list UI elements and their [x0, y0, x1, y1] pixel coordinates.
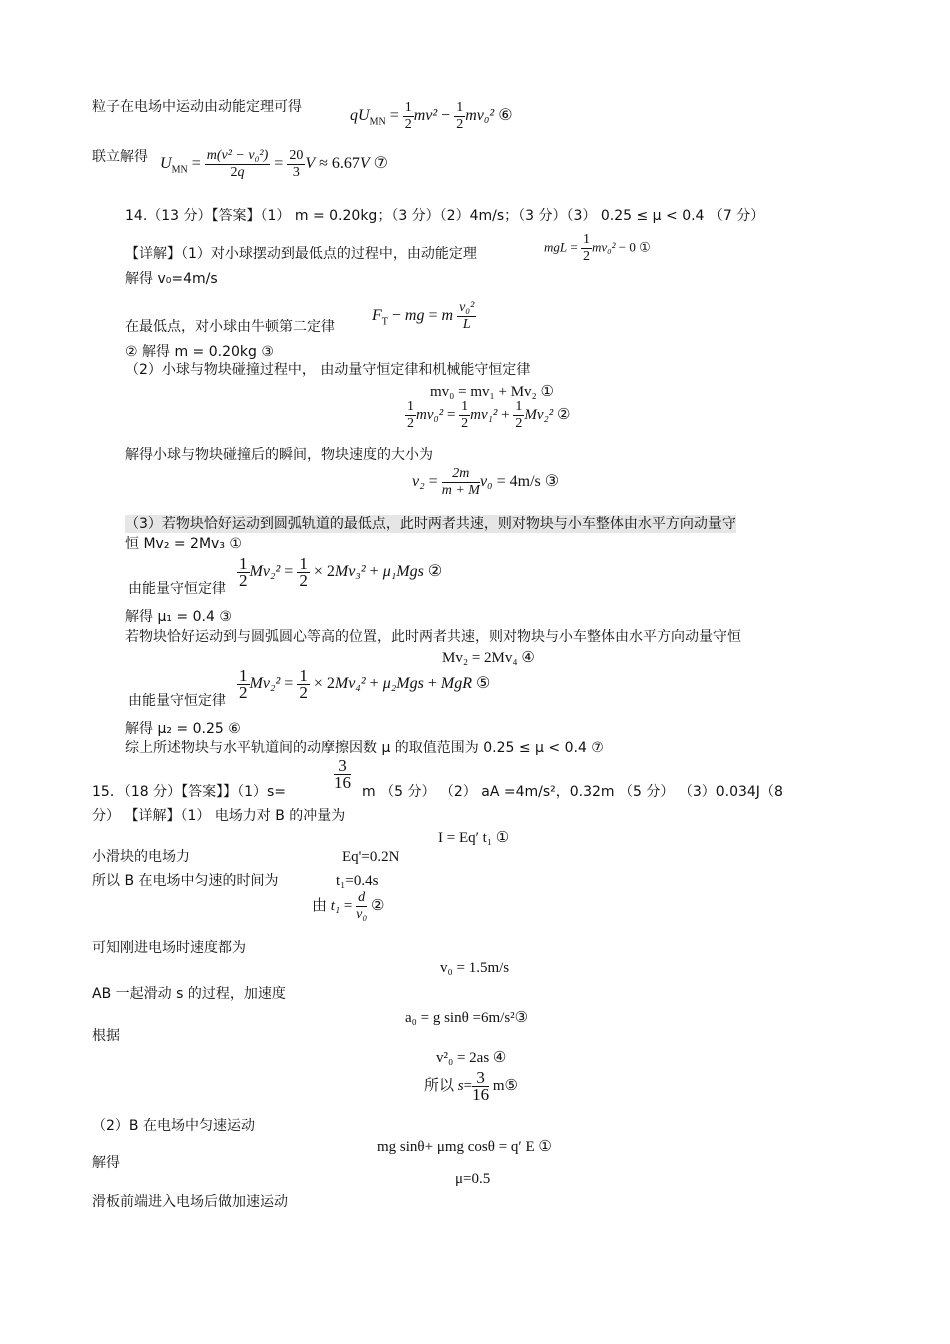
text-line: （3）若物块恰好运动到圆弧轨道的最低点，此时两者共速，则对物块与小车整体由水平方向动量守 — [125, 516, 736, 532]
text-line: 由能量守恒定律 — [128, 693, 226, 709]
text-line: 由能量守恒定律 — [128, 581, 226, 597]
equation: 由 t₁ = $\frac{d}{\text{v₀}}$ ② — [312, 890, 385, 922]
text-line: Eq'=0.2N — [342, 849, 400, 865]
text-line: 解得 — [92, 1155, 120, 1171]
text-line: （2）B 在电场中匀速运动 — [92, 1118, 255, 1134]
text-line: 解得 μ₁ = 0.4 ③ — [125, 609, 232, 625]
equation: mv₀ = mv₁ + Mv₂ ① — [430, 384, 554, 400]
text-line: 粒子在电场中运动由动能定理可得 — [92, 99, 302, 115]
fraction: $\frac{3}{16}$ — [334, 756, 351, 792]
equation: $\frac{1}{2}$ Mv₂² = $\frac{1}{2}$ × 2Mv₃² + μ₁Mgs ② — [239, 554, 443, 590]
equation: $qU_{MN}$ = $\frac{1}{2}$ mv² − $\frac{1}{2}$ mv₀² ⑥ — [350, 100, 513, 132]
equation: $U_{MN}$ = $\frac{\text{m(v² − v₀²)}}{2q}$ = $\frac{20}{3}$ V ≈ 6.67V ⑦ — [160, 148, 389, 180]
text-line: 小滑块的电场力 — [92, 849, 190, 865]
text-line: 所以 B 在电场中匀速的时间为 — [92, 873, 279, 889]
equation: Mv₂ = 2Mv₄ ④ — [442, 650, 535, 666]
equation: a₀ = g sinθ =6m/s²③ — [405, 1010, 529, 1026]
equation: $\frac{1}{2}$ mv₀² = $\frac{1}{2}$ mv₁² + $\frac{1}{2}$ Mv₂² ② — [407, 399, 571, 431]
text-line: 解得 v₀=4m/s — [125, 271, 218, 287]
text-line: 解得 μ₂ = 0.25 ⑥ — [125, 721, 241, 737]
text-line: 滑板前端进入电场后做加速运动 — [92, 1194, 288, 1210]
equation: mgL = $\frac{1}{2}$ mv₀² − 0 ① — [544, 232, 651, 264]
text-line: （2）小球与物块碰撞过程中， 由动量守恒定律和机械能守恒定律 — [125, 362, 531, 378]
equation: v₀ = 1.5m/s — [440, 960, 510, 976]
answer-line: 14.（13 分）【答案】（1） m = 0.20kg；（3 分）（2）4m/s；（3 分）（3） 0.25 ≤ μ < 0.4 （7 分） — [125, 208, 765, 224]
equation: v₂ = $\frac{2m}{m + M}$ v₀ = 4m/s ③ — [412, 466, 560, 498]
text-line: 解得小球与物块碰撞后的瞬间，物块速度的大小为 — [125, 447, 433, 463]
text-line: 恒 Mv₂ = 2Mv₃ ① — [125, 536, 242, 552]
text-line: t₁=0.4s — [336, 873, 379, 889]
text-line: 可知刚进电场时速度都为 — [92, 940, 246, 956]
text-line: 根据 — [92, 1028, 120, 1044]
text-line: ② 解得 m = 0.20kg ③ — [125, 344, 274, 360]
text-line: 联立解得 — [92, 149, 148, 165]
equation: $\frac{1}{2}$ Mv₂² = $\frac{1}{2}$ × 2Mv₄² + μ₂Mgs + MgR ⑤ — [239, 666, 491, 702]
equation: mg sinθ+ μmg cosθ = q′ E ① — [377, 1139, 552, 1155]
equation: 所以 s= $\frac{3}{16}$ m⑤ — [424, 1068, 518, 1104]
text-line: 若物块恰好运动到与圆弧圆心等高的位置，此时两者共速，则对物块与小车整体由水平方向动量守恒 — [125, 629, 741, 645]
text-line: 综上所述物块与水平轨道间的动摩擦因数 μ 的取值范围为 0.25 ≤ μ < 0.4 ⑦ — [125, 740, 604, 756]
equation: v²₀ = 2as ④ — [436, 1050, 507, 1066]
equation: I = Eq′ t₁ ① — [438, 830, 510, 846]
answer-line: 15．（18 分）【答案】】（1）s= — [92, 784, 287, 800]
text-line: 在最低点，对小球由牛顿第二定律 — [125, 319, 335, 335]
equation: $F_T$ − mg = m $\frac{\text{v₀²}}{L}$ — [372, 300, 475, 332]
text-line: 分） 【详解】（1） 电场力对 B 的冲量为 — [92, 808, 346, 824]
text-line: 【详解】（1）对小球摆动到最低点的过程中，由动能定理 — [125, 246, 477, 262]
equation: μ=0.5 — [455, 1171, 491, 1187]
text-line: AB 一起滑动 s 的过程，加速度 — [92, 986, 286, 1002]
answer-line: m （5 分） （2） aA =4m/s²，0.32m （5 分） （3）0.034J（8 — [362, 784, 783, 800]
